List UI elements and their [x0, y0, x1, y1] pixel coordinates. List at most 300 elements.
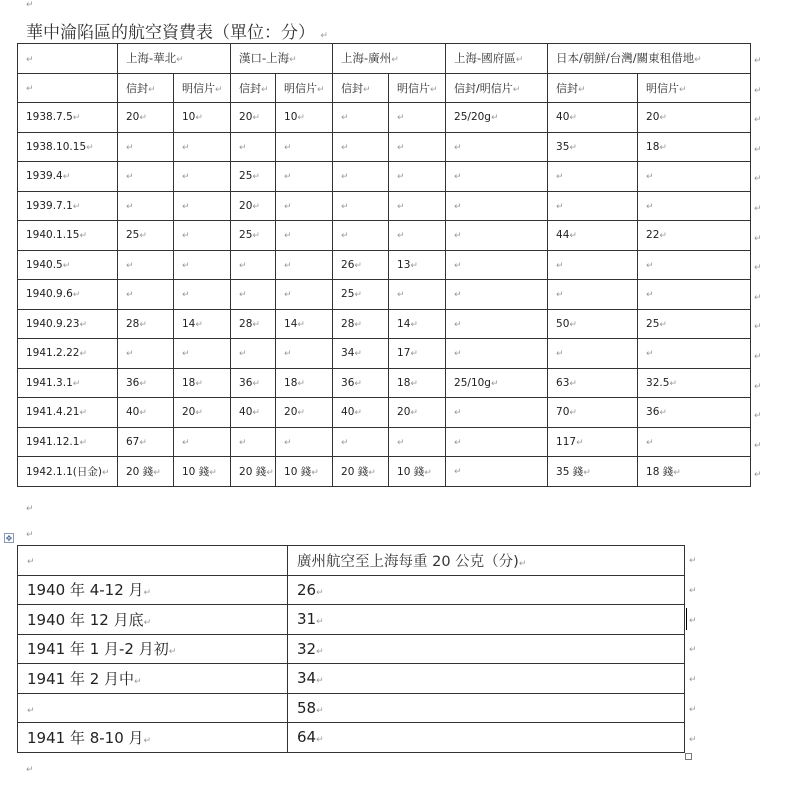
rate-cell[interactable] [231, 162, 276, 192]
cell-mark: ↵ [316, 587, 324, 598]
rate-cell[interactable] [333, 368, 389, 398]
date-cell-text: 1941.3.1 [26, 376, 73, 389]
date-cell[interactable] [18, 309, 118, 339]
table-row [18, 368, 751, 398]
cell-mark: ↵ [176, 55, 184, 66]
cell-mark: ↵ [284, 290, 292, 301]
header-empty-cell[interactable] [18, 44, 118, 74]
rate-cell[interactable] [446, 339, 548, 369]
airmail-rate-table [17, 43, 751, 487]
rate-cell[interactable] [446, 309, 548, 339]
rate-cell-text: 18 [397, 376, 411, 389]
row-end-mark: ↵ [689, 705, 697, 715]
mail-type-header[interactable] [118, 73, 174, 103]
rate-cell[interactable] [638, 427, 751, 457]
rate-cell[interactable] [231, 398, 276, 428]
rate-cell[interactable] [231, 427, 276, 457]
cell-mark: ↵ [261, 84, 269, 95]
cell-mark: ↵ [341, 201, 349, 212]
rate-cell[interactable] [333, 398, 389, 428]
rate-cell-text: 14 [284, 317, 298, 330]
rate-cell[interactable] [638, 162, 751, 192]
cell-mark: ↵ [354, 408, 362, 419]
cell-mark: ↵ [673, 467, 681, 478]
rate-cell[interactable] [548, 280, 638, 310]
rate-cell[interactable] [389, 427, 446, 457]
rate-cell[interactable] [276, 398, 333, 428]
mail-type-header[interactable] [276, 73, 333, 103]
cell-mark: ↵ [397, 113, 405, 124]
row-end-mark: ↵ [754, 115, 762, 126]
rate-cell[interactable] [638, 339, 751, 369]
rate-cell[interactable] [446, 427, 548, 457]
rate-cell[interactable] [276, 221, 333, 251]
rate-cell[interactable] [118, 398, 174, 428]
table-resize-handle[interactable] [685, 753, 692, 760]
cell-mark: ↵ [284, 201, 292, 212]
rate-cell[interactable] [548, 309, 638, 339]
period-cell[interactable] [18, 693, 288, 723]
date-cell[interactable] [18, 250, 118, 280]
rate-cell[interactable] [333, 221, 389, 251]
rate-cell[interactable] [174, 162, 231, 192]
rate-cell[interactable] [231, 221, 276, 251]
rate-cell[interactable] [276, 427, 333, 457]
cell-mark: ↵ [454, 408, 462, 419]
row-end-mark: ↵ [754, 174, 762, 185]
rate-cell[interactable] [231, 132, 276, 162]
mail-type-header[interactable] [446, 73, 548, 103]
rate-cell[interactable] [548, 191, 638, 221]
cell-mark: ↵ [126, 349, 134, 360]
rate-header[interactable] [288, 546, 685, 576]
row-end-mark: ↵ [754, 85, 762, 96]
table-row [18, 339, 751, 369]
rate-cell[interactable] [174, 221, 231, 251]
mail-type-header[interactable] [174, 73, 231, 103]
cell-mark: ↵ [252, 172, 260, 183]
rate-cell[interactable] [276, 132, 333, 162]
date-cell[interactable] [18, 457, 118, 487]
table-row [18, 605, 685, 635]
rate-cell[interactable] [389, 191, 446, 221]
cell-mark: ↵ [182, 231, 190, 242]
cell-mark: ↵ [252, 408, 260, 419]
rate-cell[interactable] [174, 191, 231, 221]
rate-cell[interactable] [288, 575, 685, 605]
rate-cell[interactable] [118, 132, 174, 162]
rate-cell[interactable] [118, 191, 174, 221]
mail-type-header[interactable] [231, 73, 276, 103]
cell-mark: ↵ [454, 437, 462, 448]
rate-cell[interactable] [548, 103, 638, 133]
period-cell[interactable] [18, 605, 288, 635]
cell-mark: ↵ [316, 617, 324, 628]
cell-mark: ↵ [27, 705, 35, 716]
rate-cell-text: 28 [239, 317, 253, 330]
cell-mark: ↵ [26, 55, 34, 66]
cell-mark: ↵ [239, 142, 247, 153]
rate-cell-text: 44 [556, 229, 570, 242]
rate-cell[interactable] [446, 191, 548, 221]
rate-cell[interactable] [389, 457, 446, 487]
row-end-mark: ↵ [754, 381, 762, 392]
rate-cell[interactable] [276, 339, 333, 369]
cell-mark: ↵ [424, 467, 432, 478]
date-cell[interactable] [18, 368, 118, 398]
rate-cell[interactable] [333, 309, 389, 339]
rate-cell[interactable] [276, 280, 333, 310]
rate-cell-text: 20 [284, 406, 298, 419]
rate-cell-text: 50 [556, 317, 570, 330]
rate-cell[interactable] [638, 132, 751, 162]
cell-mark: ↵ [284, 172, 292, 183]
rate-cell[interactable] [231, 309, 276, 339]
rate-cell[interactable] [548, 457, 638, 487]
route-header[interactable] [333, 44, 446, 74]
cell-mark: ↵ [143, 588, 152, 599]
rate-cell[interactable] [231, 368, 276, 398]
cell-mark: ↵ [239, 290, 247, 301]
rate-cell[interactable] [446, 103, 548, 133]
cell-mark: ↵ [143, 735, 152, 746]
cell-mark: ↵ [139, 319, 147, 330]
rate-cell[interactable] [118, 280, 174, 310]
rate-cell-text: 25/10g [454, 376, 491, 389]
rate-cell-text: 40 [341, 406, 355, 419]
date-cell-text: 1941.12.1 [26, 435, 80, 448]
rate-cell-text: 58 [297, 698, 317, 717]
rate-cell[interactable] [118, 457, 174, 487]
rate-cell[interactable] [389, 103, 446, 133]
rate-cell-text: 40 [126, 406, 140, 419]
rate-cell[interactable] [446, 162, 548, 192]
cell-mark: ↵ [646, 290, 654, 301]
date-cell-text: 1940.9.23 [26, 317, 80, 330]
rate-cell[interactable] [446, 457, 548, 487]
rate-cell[interactable] [174, 280, 231, 310]
rate-cell[interactable] [446, 250, 548, 280]
rate-cell-text: 20 錢 [126, 465, 154, 478]
route-header[interactable] [548, 44, 751, 74]
mail-type-header-text: 明信片 [284, 81, 318, 95]
rate-cell[interactable] [231, 339, 276, 369]
period-cell-text: 1941 年 1 月-2 月初 [27, 640, 169, 659]
rate-cell[interactable] [389, 162, 446, 192]
rate-cell[interactable] [231, 250, 276, 280]
rate-cell-text: 14 [397, 317, 411, 330]
rate-cell[interactable] [231, 280, 276, 310]
rate-cell[interactable] [276, 457, 333, 487]
rate-cell[interactable] [118, 162, 174, 192]
rate-cell[interactable] [638, 103, 751, 133]
date-cell-text: 1940.9.6 [26, 288, 73, 301]
cell-mark: ↵ [646, 437, 654, 448]
rate-cell[interactable] [231, 457, 276, 487]
rate-cell[interactable] [548, 368, 638, 398]
cell-mark: ↵ [195, 319, 203, 330]
rate-cell-text: 28 [341, 317, 355, 330]
table-row [18, 693, 685, 723]
period-cell[interactable] [18, 634, 288, 664]
rate-cell[interactable] [548, 162, 638, 192]
cell-mark: ↵ [490, 113, 499, 124]
rate-cell-text: 18 [646, 140, 660, 153]
cell-mark: ↵ [583, 467, 591, 478]
cell-mark: ↵ [79, 231, 87, 242]
period-cell[interactable] [18, 664, 288, 694]
rate-cell[interactable] [288, 693, 685, 723]
cell-mark: ↵ [569, 113, 577, 124]
rate-cell[interactable] [276, 368, 333, 398]
rate-cell-text: 20 錢 [239, 465, 267, 478]
cell-mark: ↵ [556, 349, 564, 360]
date-cell[interactable] [18, 427, 118, 457]
rate-cell[interactable] [174, 398, 231, 428]
rate-cell[interactable] [276, 309, 333, 339]
rate-cell-text: 35 錢 [556, 465, 584, 478]
cell-mark: ↵ [72, 201, 81, 212]
rate-cell[interactable] [446, 280, 548, 310]
date-cell-text: 1940.5 [26, 258, 63, 271]
row-end-mark: ↵ [754, 56, 762, 66]
rate-cell[interactable] [333, 427, 389, 457]
date-cell[interactable] [18, 221, 118, 251]
rate-cell[interactable] [389, 368, 446, 398]
rate-cell[interactable] [118, 427, 174, 457]
rate-cell[interactable] [446, 132, 548, 162]
rate-cell[interactable] [638, 221, 751, 251]
cell-mark: ↵ [252, 113, 260, 124]
rate-cell[interactable] [118, 250, 174, 280]
cell-mark: ↵ [139, 437, 147, 448]
mail-type-header-text: 信封 [239, 81, 262, 95]
date-cell[interactable] [18, 103, 118, 133]
rate-cell[interactable] [174, 339, 231, 369]
cell-mark: ↵ [354, 290, 362, 301]
cell-mark: ↵ [297, 319, 305, 330]
cell-mark: ↵ [143, 617, 152, 628]
mail-type-header[interactable] [389, 73, 446, 103]
rate-cell[interactable] [288, 634, 685, 664]
mail-type-header-text: 信封 [556, 81, 579, 95]
paragraph-mark: ↵ [320, 31, 328, 41]
table-row [18, 103, 751, 133]
rate-cell[interactable] [333, 103, 389, 133]
cell-mark: ↵ [316, 646, 324, 657]
date-cell[interactable] [18, 398, 118, 428]
cell-mark: ↵ [556, 172, 564, 183]
rate-cell-text: 10 [182, 111, 196, 124]
rate-cell[interactable] [446, 221, 548, 251]
period-cell[interactable] [18, 723, 288, 753]
mail-type-header[interactable] [638, 73, 751, 103]
rate-cell[interactable] [389, 280, 446, 310]
rate-cell[interactable] [174, 103, 231, 133]
rate-cell[interactable] [333, 280, 389, 310]
cell-mark: ↵ [182, 437, 190, 448]
rate-cell[interactable] [231, 191, 276, 221]
rate-cell[interactable] [638, 457, 751, 487]
row-end-mark: ↵ [754, 411, 762, 422]
row-end-mark: ↵ [689, 675, 697, 686]
title-main: 華中淪陷區的 [26, 23, 128, 43]
row-end-mark: ↵ [754, 233, 762, 244]
cell-mark: ↵ [556, 260, 564, 271]
cell-mark: ↵ [284, 349, 292, 360]
date-cell[interactable] [18, 191, 118, 221]
rate-cell[interactable] [288, 605, 685, 635]
cell-mark: ↵ [354, 319, 362, 330]
rate-cell-text: 20 [239, 199, 253, 212]
rate-cell-text: 20 [646, 111, 660, 124]
table-move-handle-icon[interactable]: ✥ [5, 534, 13, 543]
rate-cell[interactable] [389, 398, 446, 428]
cell-mark: ↵ [139, 231, 147, 242]
rate-cell-text: 35 [556, 140, 570, 153]
rate-cell[interactable] [446, 398, 548, 428]
rate-cell-text: 36 [341, 376, 355, 389]
rate-cell-text: 10 錢 [284, 465, 312, 478]
rate-cell[interactable] [288, 664, 685, 694]
title-rest: 資費表（單位：分） [162, 23, 315, 43]
date-cell-text: 1938.10.15 [26, 140, 87, 153]
cell-mark: ↵ [195, 408, 203, 419]
rate-cell[interactable] [638, 398, 751, 428]
rate-cell[interactable] [118, 309, 174, 339]
rate-cell[interactable] [638, 250, 751, 280]
rate-cell[interactable] [288, 723, 685, 753]
rate-cell[interactable] [389, 221, 446, 251]
date-cell[interactable] [18, 162, 118, 192]
mail-type-header[interactable] [548, 73, 638, 103]
cell-mark: ↵ [454, 290, 462, 301]
mail-type-header[interactable] [333, 73, 389, 103]
rate-cell[interactable] [638, 191, 751, 221]
cell-mark: ↵ [659, 113, 667, 124]
cell-mark: ↵ [252, 201, 260, 212]
table-row [18, 575, 685, 605]
rate-cell[interactable] [446, 368, 548, 398]
table-row [18, 427, 751, 457]
route-header-text: 日本/朝鮮/台灣/關東租借地 [556, 51, 695, 66]
rate-cell[interactable] [231, 103, 276, 133]
cell-mark: ↵ [62, 172, 71, 183]
cell-mark: ↵ [410, 349, 418, 360]
header-row-mail-types [18, 73, 751, 103]
rate-cell[interactable] [118, 103, 174, 133]
rate-cell[interactable] [548, 427, 638, 457]
rate-cell[interactable] [276, 191, 333, 221]
cell-mark: ↵ [646, 260, 654, 271]
route-header-text: 漢口-上海 [239, 51, 290, 66]
rate-cell[interactable] [548, 250, 638, 280]
cell-mark: ↵ [397, 290, 405, 301]
header-row [18, 546, 685, 576]
cell-mark: ↵ [354, 378, 362, 389]
rate-cell[interactable] [174, 250, 231, 280]
cell-mark: ↵ [659, 231, 667, 242]
rate-cell[interactable] [174, 368, 231, 398]
period-cell-text: 1940 年 4-12 月 [27, 581, 144, 600]
header-empty-cell[interactable] [18, 546, 288, 576]
cell-mark: ↵ [316, 676, 324, 687]
rate-cell[interactable] [333, 339, 389, 369]
rate-cell[interactable] [333, 191, 389, 221]
date-cell[interactable] [18, 280, 118, 310]
rate-cell[interactable] [389, 250, 446, 280]
rate-cell[interactable] [276, 103, 333, 133]
rate-cell[interactable] [118, 221, 174, 251]
rate-cell[interactable] [638, 280, 751, 310]
cell-mark: ↵ [284, 231, 292, 242]
period-cell[interactable] [18, 575, 288, 605]
rate-cell[interactable] [174, 457, 231, 487]
cell-mark: ↵ [576, 437, 584, 448]
rate-cell[interactable] [638, 309, 751, 339]
route-header[interactable] [118, 44, 231, 74]
rate-cell[interactable] [389, 309, 446, 339]
guangzhou-shanghai-rate-table [17, 545, 685, 753]
cell-mark: ↵ [354, 260, 362, 271]
rate-cell[interactable] [333, 162, 389, 192]
row-end-mark: ↵ [689, 615, 697, 626]
paragraph-mark: ↵ [26, 0, 34, 10]
rate-cell[interactable] [276, 162, 333, 192]
text-cursor [686, 608, 687, 630]
rate-cell-text: 36 [646, 406, 660, 419]
cell-mark: ↵ [284, 142, 292, 153]
rate-cell[interactable] [638, 368, 751, 398]
rate-cell[interactable] [174, 132, 231, 162]
route-header[interactable] [231, 44, 333, 74]
rate-cell[interactable] [548, 132, 638, 162]
route-header[interactable] [446, 44, 548, 74]
rate-cell-text: 25 [239, 170, 253, 183]
date-cell[interactable] [18, 132, 118, 162]
cell-mark: ↵ [252, 319, 260, 330]
rate-cell[interactable] [118, 368, 174, 398]
cell-mark: ↵ [397, 231, 405, 242]
date-cell-text: 1939.7.1 [26, 199, 73, 212]
rate-cell[interactable] [333, 132, 389, 162]
cell-mark: ↵ [454, 319, 462, 330]
rate-cell[interactable] [333, 250, 389, 280]
rate-cell[interactable] [118, 339, 174, 369]
cell-mark: ↵ [148, 84, 156, 95]
cell-mark: ↵ [341, 142, 349, 153]
rate-cell[interactable] [174, 427, 231, 457]
rate-cell[interactable] [548, 398, 638, 428]
cell-mark: ↵ [72, 113, 81, 124]
period-cell-text: 1941 年 8-10 月 [27, 728, 144, 747]
header-empty-cell[interactable] [18, 73, 118, 103]
rate-cell[interactable] [548, 339, 638, 369]
rate-cell[interactable] [548, 221, 638, 251]
rate-cell[interactable] [389, 132, 446, 162]
rate-cell[interactable] [174, 309, 231, 339]
rate-cell[interactable] [276, 250, 333, 280]
rate-cell[interactable] [389, 339, 446, 369]
cell-mark: ↵ [182, 260, 190, 271]
date-cell[interactable] [18, 339, 118, 369]
cell-mark: ↵ [239, 349, 247, 360]
rate-cell-text: 28 [126, 317, 140, 330]
rate-cell-text: 26 [341, 258, 355, 271]
rate-cell[interactable] [333, 457, 389, 487]
row-end-mark: ↵ [754, 470, 762, 481]
mail-type-header-text: 信封 [341, 81, 364, 95]
